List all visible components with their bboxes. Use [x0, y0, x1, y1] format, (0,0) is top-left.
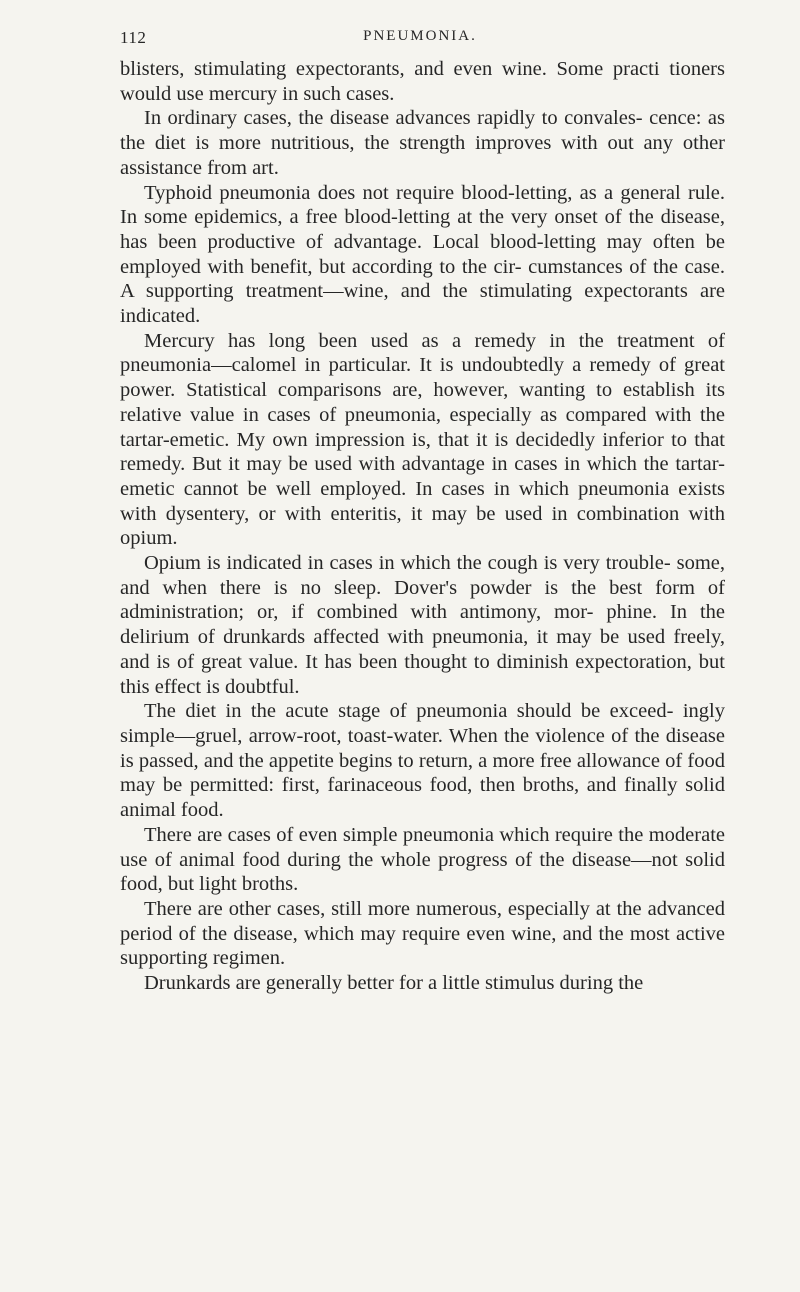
page-number: 112 — [120, 28, 147, 47]
paragraph: There are cases of even simple pneumonia which require the moderate use of animal food during the whole progress of the disease—not solid food, but light broths. — [120, 823, 725, 896]
paragraph: In ordinary cases, the disease advances rapidly to convales- cence: as the diet is more nutritious, the strength improves with out any other assistance from art. — [120, 107, 725, 179]
running-title: PNEUMONIA. — [363, 28, 477, 44]
paragraph: Typhoid pneumonia does not require blood-letting, as a general rule. In some epidemics, a free blood-letting at the very onset of the disease, has been productive of advantage. Local blood-letting may often be employed with benefit, but according to the cir- cumstances of the case. A supporting treatment—wine, and the stimulating expectorants are indicated. — [120, 181, 725, 328]
paragraph: The diet in the acute stage of pneumonia should be exceed- ingly simple—gruel, arrow-root, toast-water. When the violence of the disease is passed, and the appetite begins to return, a more free allowance of food may be permitted: first, farinaceous food, then broths, and finally solid animal food. — [120, 700, 725, 822]
paragraph: Mercury has long been used as a remedy in the treatment of pneumonia—calomel in particular. It is undoubtedly a remedy of great power. Statistical comparisons are, however, wanting to establish its relative value in cases of pneumonia, especially as compared with the tartar-emetic. My own impression is, that it is decidedly inferior to that remedy. But it may be used with advantage in cases in which the tartar-emetic cannot be well employed. In cases in which pneumonia exists with dysentery, or with enteritis, it may be used in combination with opium. — [120, 329, 725, 550]
paragraph: Opium is indicated in cases in which the cough is very trouble- some, and when there is no sleep. Dover's powder is the best form of administration; or, if combined with antimony, mor- phine. In the delirium of drunkards affected with pneumonia, it may be used freely, and is of great value. It has been thought to diminish expectoration, but this effect is doubtful. — [120, 552, 725, 698]
paragraph: blisters, stimulating expectorants, and even wine. Some practi tioners would use mercury in such cases. — [120, 58, 725, 105]
body-text — [120, 57, 725, 996]
paragraph: There are other cases, still more numerous, especially at the advanced period of the disease, which may require even wine, and the most active supporting regimen. — [120, 897, 725, 970]
running-head — [120, 28, 720, 52]
paragraph: Drunkards are generally better for a little stimulus during the — [144, 972, 644, 995]
